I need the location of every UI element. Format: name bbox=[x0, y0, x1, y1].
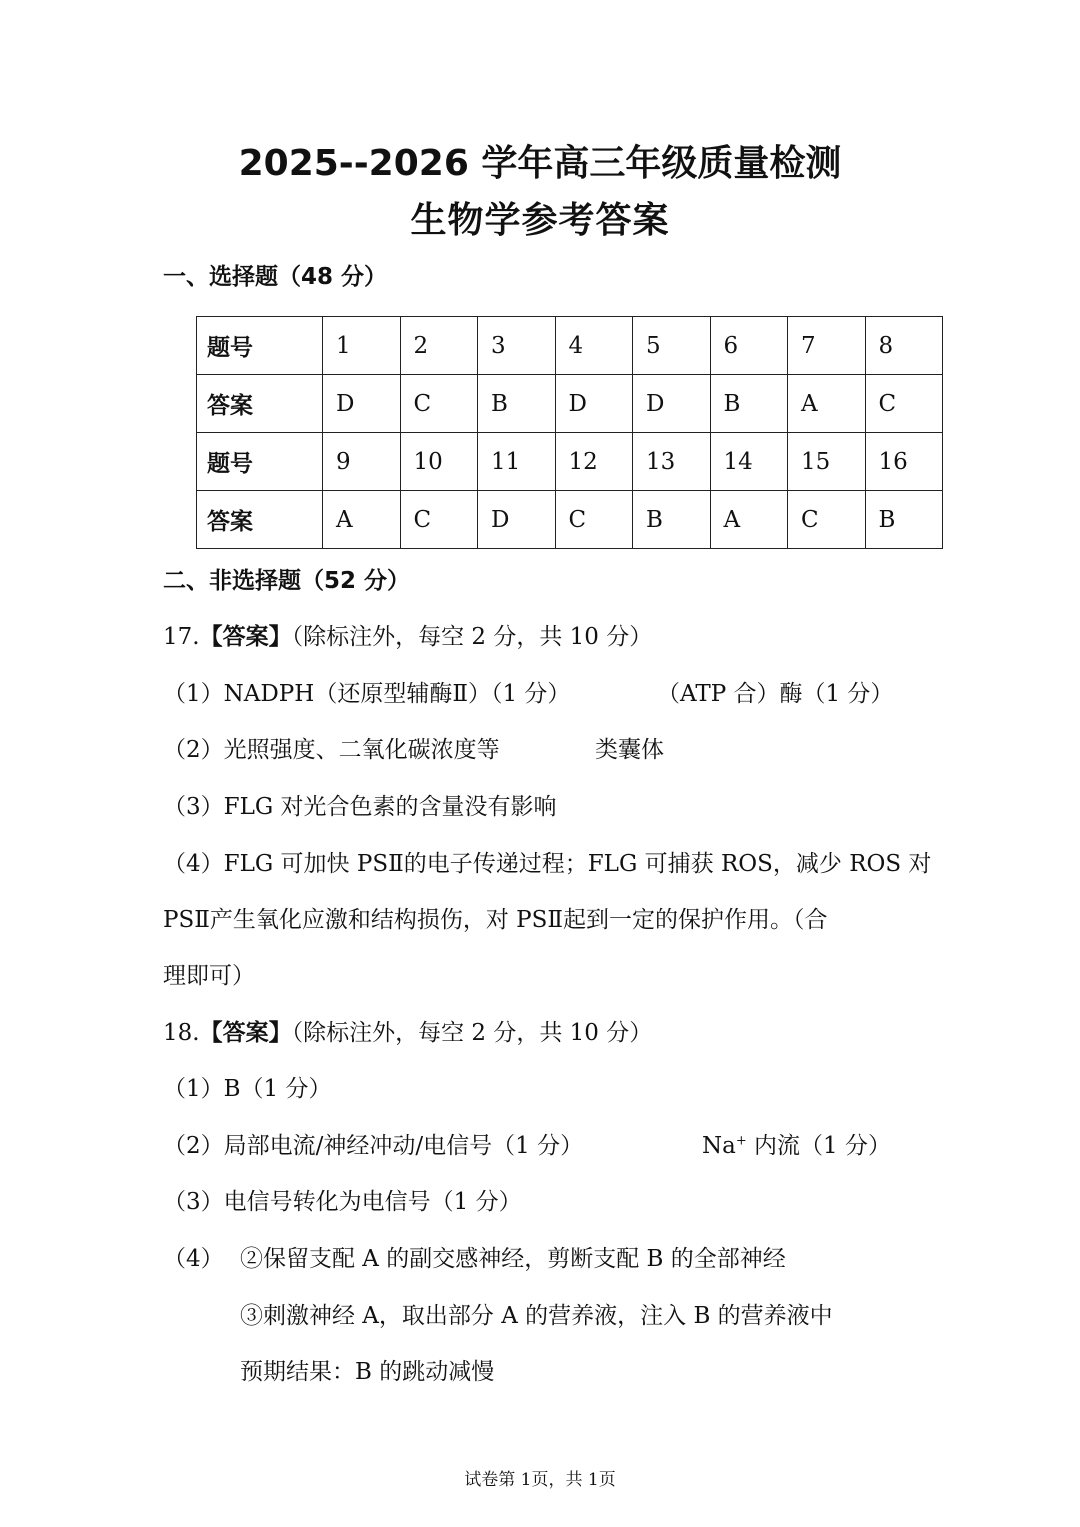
q17-part2a: （2）光照强度、二氧化碳浓度等 bbox=[163, 737, 500, 763]
answer-cell: C bbox=[400, 375, 478, 433]
question-cell: 15 bbox=[788, 433, 866, 491]
page-footer: 试卷第 1页，共 1页 bbox=[464, 1470, 616, 1490]
q17-part4-line2: PSⅡ产生氧化应激和结构损伤，对 PSⅡ起到一定的保护作用。（合 bbox=[163, 907, 828, 933]
question-cell: 6 bbox=[710, 317, 788, 375]
answer-cell: A bbox=[788, 375, 866, 433]
q18-number: 18. bbox=[163, 1020, 200, 1046]
answer-cell: A bbox=[323, 491, 401, 549]
question-cell: 7 bbox=[788, 317, 866, 375]
doc-subtitle: 生物学参考答案 bbox=[410, 200, 670, 241]
answer-cell: D bbox=[555, 375, 633, 433]
q17-header bbox=[163, 618, 652, 651]
question-row bbox=[197, 433, 943, 491]
question-cell: 13 bbox=[633, 433, 711, 491]
q17-part1a: （1）NADPH（还原型辅酶Ⅱ）（1 分） bbox=[163, 681, 571, 707]
q17-part1b: （ATP 合）酶（1 分） bbox=[657, 681, 894, 707]
question-cell: 9 bbox=[323, 433, 401, 491]
q18-part4-label: （4） bbox=[163, 1246, 224, 1272]
q18-part4-result: 预期结果：B 的跳动减慢 bbox=[240, 1359, 495, 1385]
question-cell: 14 bbox=[710, 433, 788, 491]
answer-row bbox=[197, 375, 943, 433]
question-cell: 12 bbox=[555, 433, 633, 491]
q18-tag: 【答案】 bbox=[199, 1020, 292, 1046]
answer-row-label: 答案 bbox=[197, 491, 323, 549]
answer-cell: D bbox=[323, 375, 401, 433]
question-cell: 1 bbox=[323, 317, 401, 375]
section2-heading: 二、非选择题（52 分） bbox=[163, 568, 411, 594]
q18-note: （除标注外，每空 2 分，共 10 分） bbox=[291, 1020, 653, 1046]
answer-row bbox=[197, 491, 943, 549]
q17-note: （除标注外，每空 2 分，共 10 分） bbox=[291, 624, 653, 650]
answer-cell: C bbox=[555, 491, 633, 549]
q18-part2b-charge: + bbox=[735, 1133, 747, 1149]
q17-part2b: 类囊体 bbox=[595, 737, 664, 763]
answer-row-label: 答案 bbox=[197, 375, 323, 433]
q17-tag: 【答案】 bbox=[199, 624, 292, 650]
q18-part1: （1）B（1 分） bbox=[163, 1076, 332, 1102]
q17-number: 17. bbox=[163, 624, 200, 650]
answer-table bbox=[196, 316, 943, 549]
answer-cell: D bbox=[633, 375, 711, 433]
section1-heading: 一、选择题（48 分） bbox=[163, 264, 388, 290]
q18-part2b bbox=[702, 1127, 891, 1160]
question-cell: 4 bbox=[555, 317, 633, 375]
q18-part3: （3）电信号转化为电信号（1 分） bbox=[163, 1189, 522, 1215]
answer-cell: C bbox=[400, 491, 478, 549]
question-cell: 2 bbox=[400, 317, 478, 375]
q17-part3: （3）FLG 对光合色素的含量没有影响 bbox=[163, 794, 557, 820]
question-cell: 11 bbox=[478, 433, 556, 491]
answer-cell: B bbox=[865, 491, 943, 549]
question-cell: 8 bbox=[865, 317, 943, 375]
question-cell: 3 bbox=[478, 317, 556, 375]
question-cell: 16 bbox=[865, 433, 943, 491]
q18-part2b-rest: 内流（1 分） bbox=[746, 1133, 892, 1159]
q18-part4-step3: ③刺激神经 A，取出部分 A 的营养液，注入 B 的营养液中 bbox=[240, 1303, 833, 1329]
answer-cell: B bbox=[478, 375, 556, 433]
question-row-label: 题号 bbox=[197, 433, 323, 491]
q18-part4-step2: ②保留支配 A 的副交感神经，剪断支配 B 的全部神经 bbox=[240, 1246, 786, 1272]
answer-cell: A bbox=[710, 491, 788, 549]
q18-header bbox=[163, 1014, 652, 1047]
answer-cell: C bbox=[788, 491, 866, 549]
q17-part4-line3: 理即可） bbox=[163, 963, 255, 989]
answer-cell: D bbox=[478, 491, 556, 549]
q18-part2a: （2）局部电流/神经冲动/电信号（1 分） bbox=[163, 1133, 584, 1159]
answer-cell: B bbox=[633, 491, 711, 549]
q17-part4-line1: （4）FLG 可加快 PSⅡ的电子传递过程；FLG 可捕获 ROS，减少 ROS 对 bbox=[163, 851, 932, 877]
answer-cell: C bbox=[865, 375, 943, 433]
question-row-label: 题号 bbox=[197, 317, 323, 375]
doc-title: 2025--2026 学年高三年级质量检测 bbox=[238, 143, 842, 184]
question-row bbox=[197, 317, 943, 375]
q18-part2b-ion: Na bbox=[702, 1133, 736, 1159]
question-cell: 5 bbox=[633, 317, 711, 375]
question-cell: 10 bbox=[400, 433, 478, 491]
answer-cell: B bbox=[710, 375, 788, 433]
